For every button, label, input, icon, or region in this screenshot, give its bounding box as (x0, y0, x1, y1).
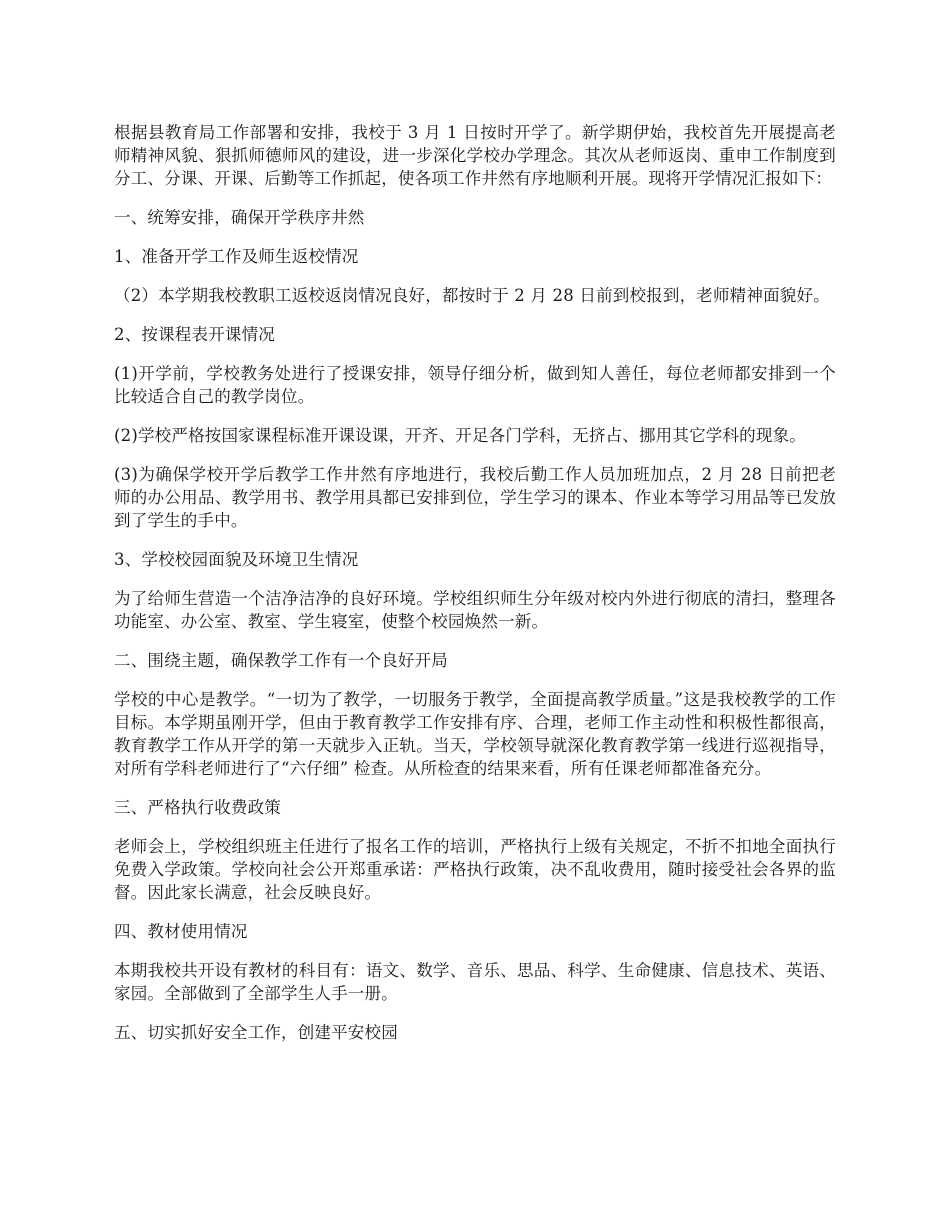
paragraph-teaching-arrangement: (1)开学前，学校教务处进行了授课安排，领导仔细分析，做到知人善任，每位老师都安排到一个比较适合自己的教学岗位。 (114, 364, 836, 406)
section-heading-2: 二、围绕主题，确保教学工作有一个良好开局 (114, 651, 448, 670)
document-body (114, 121, 836, 1044)
section-heading-3: 三、严格执行收费政策 (114, 798, 281, 817)
subsection-heading-3: 3、学校校园面貌及环境卫生情况 (114, 550, 359, 569)
paragraph-teaching-center: 学校的中心是教学。“一切为了教学，一切服务于教学，全面提高教学质量。”这是我校教学的工作目标。本学期虽刚开学，但由于教育教学工作安排有序、合理，老师工作主动性和积极性都很高，教育教学工作从开学的第一天就步入正轨。当天，学校领导就深化教育教学第一线进行巡视指导，对所有学科老师进行了“六仔细” 检查。从所检查的结果来看，所有任课老师都准备充分。 (114, 690, 836, 778)
paragraph-curriculum-standard: (2)学校严格按国家课程标准开课设课，开齐、开足各门学科，无挤占、挪用其它学科的现象。 (114, 426, 806, 445)
paragraph-fee-policy: 老师会上，学校组织班主任进行了报名工作的培训，严格执行上级有关规定，不折不扣地全面执行免费入学政策。学校向社会公开郑重承诺：严格执行政策，决不乱收费用，随时接受社会各界的监督。因此家长满意，社会反映良好。 (114, 837, 836, 902)
paragraph-staff-return: （2）本学期我校教职工返校返岗情况良好，都按时于 2 月 28 日前到校报到，老师精神面貌好。 (114, 286, 830, 305)
paragraph-textbooks: 本期我校共开设有教材的科目有：语文、数学、音乐、思品、科学、生命健康、信息技术、英语、家园。全部做到了全部学生人手一册。 (114, 961, 836, 1003)
section-heading-4: 四、教材使用情况 (114, 922, 248, 941)
subsection-heading-2: 2、按课程表开课情况 (114, 325, 275, 344)
section-heading-5: 五、切实抓好安全工作，创建平安校园 (114, 1023, 398, 1042)
subsection-heading-1: 1、准备开学工作及师生返校情况 (114, 247, 359, 266)
paragraph-campus-environment: 为了给师生营造一个洁净洁净的良好环境。学校组织师生分年级对校内外进行彻底的清扫，整理各功能室、办公室、教室、学生寝室，使整个校园焕然一新。 (114, 589, 836, 631)
intro-paragraph: 根据县教育局工作部署和安排，我校于 3 月 1 日按时开学了。新学期伊始，我校首先开展提高老师精神风貌、狠抓师德师风的建设，进一步深化学校办学理念。其次从老师返岗、重申工作制度到分工、分课、开课、后勤等工作抓起，使各项工作井然有序地顺利开展。现将开学情况汇报如下： (114, 123, 836, 188)
section-heading-1: 一、统筹安排，确保开学秩序井然 (114, 208, 365, 227)
paragraph-logistics: (3)为确保学校开学后教学工作井然有序地进行，我校后勤工作人员加班加点，2 月 28 日前把老师的办公用品、教学用书、教学用具都已安排到位，学生学习的课本、作业本等学习用品等已发放到了学生的手中。 (114, 465, 836, 530)
